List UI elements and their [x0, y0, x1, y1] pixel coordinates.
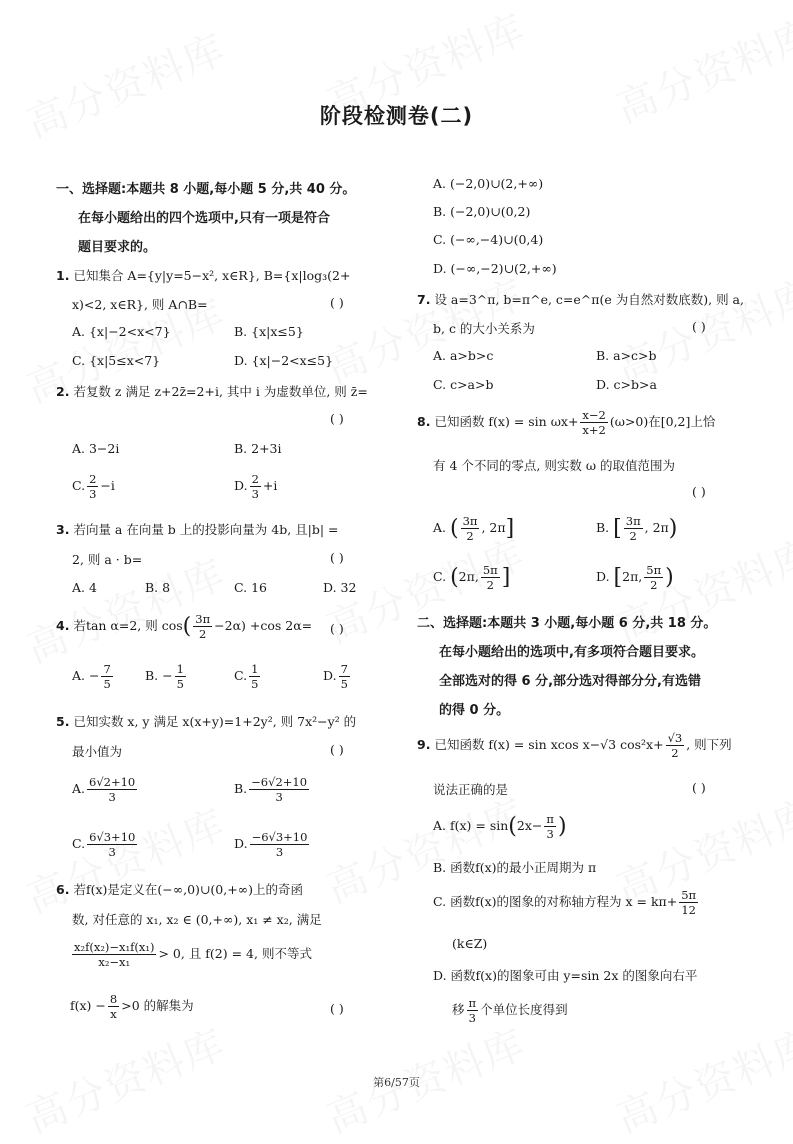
fraction: $\frac{5\pi}{12}$	[681, 888, 697, 917]
option-a: A. $\frac{6√2+10}{3}$	[72, 775, 136, 804]
answer-blank: ( )	[330, 621, 344, 636]
question-9: 9. 已知函数 f(x) = sin xcos x−√3 cos²x+ $\frac{√3}{2}$ , 则下列	[417, 731, 732, 760]
option-b: B. $\frac{-6√2+10}{3}$	[234, 775, 308, 804]
question-text: 有 4 个不同的零点, 则实数 ω 的取值范围为	[433, 458, 675, 473]
option-c: C. $\frac{2}{3}$ −i	[72, 472, 115, 501]
fraction: $\frac{3\pi}{2}$	[625, 514, 641, 543]
fraction: $\frac{6√2+10}{3}$	[89, 775, 136, 804]
option-b: B. a>c>b	[596, 348, 657, 363]
question-number: 3.	[56, 522, 70, 537]
question-text: 若f(x)是定义在(−∞,0)∪(0,+∞)上的奇函	[73, 882, 303, 897]
fraction: $\frac{x-2}{x+2}$	[582, 408, 606, 437]
option-c: C. (2π, $\frac{5\pi}{2}$ ]	[433, 563, 511, 592]
fraction: $\frac{2}{3}$	[89, 472, 97, 501]
fraction: $\frac{√3}{2}$	[667, 731, 683, 760]
fraction: $\frac{3\pi}{2}$	[195, 612, 211, 641]
option-d: D. $\frac{-6√3+10}{3}$	[234, 830, 308, 859]
question-text: 最小值为	[72, 744, 123, 759]
question-7	[417, 290, 744, 308]
question-6	[56, 880, 303, 898]
answer-blank: ( )	[330, 1001, 344, 1016]
option-b: B. {x|x≤5}	[234, 324, 304, 339]
option-c: C. {x|5≤x<7}	[72, 353, 161, 368]
section2-text: 在每小题给出的选项中,有多项符合题目要求。	[439, 645, 704, 660]
fraction: $\frac{-6√2+10}{3}$	[251, 775, 308, 804]
option-d: D. [2π, $\frac{5\pi}{2}$ )	[596, 563, 674, 592]
question-4: 4. 若tan α=2, 则 cos( $\frac{3\pi}{2}$ −2α) +cos 2α=	[56, 612, 313, 641]
question-text: 数, 对任意的 x₁, x₂ ∈ (0,+∞), x₁ ≠ x₂, 满足	[72, 912, 322, 927]
question-number: 4.	[56, 618, 70, 633]
answer-blank: ( )	[330, 295, 344, 310]
answer-blank: ( )	[692, 484, 706, 499]
section1-heading: 一、选择题:本题共 8 小题,每小题 5 分,共 40 分。	[56, 182, 356, 197]
fraction: $\frac{8}{x}$	[109, 992, 118, 1021]
option-c: C. 16	[234, 580, 267, 595]
question-text: x)<2, x∈R}, 则 A∩B=	[72, 297, 208, 312]
option-d-cont: 移 $\frac{\pi}{3}$ 个单位长度得到	[452, 996, 568, 1025]
question-text: 说法正确的是	[433, 782, 509, 797]
option-a: A. − $\frac{7}{5}$	[72, 662, 111, 691]
fraction: $\frac{\pi}{3}$	[468, 996, 477, 1025]
question-number: 5.	[56, 714, 70, 729]
question-5	[56, 712, 356, 730]
question-text: b, c 的大小关系为	[433, 321, 535, 336]
page-title: 阶段检测卷(二)	[319, 104, 474, 128]
fraction: $\frac{\text{x₂f(x₂)−x₁f(x₁)}}{\text{x₂−x₁}}$	[74, 940, 155, 969]
question-text: 已知实数 x, y 满足 x(x+y)=1+2y², 则 7x²−y² 的	[73, 714, 357, 729]
fraction: $\frac{-6√3+10}{3}$	[251, 830, 308, 859]
answer-blank: ( )	[330, 550, 344, 565]
option-a: A. 4	[72, 580, 97, 595]
option-b: B. − $\frac{1}{5}$	[145, 662, 184, 691]
option-a: A. a>b>c	[433, 348, 494, 363]
question-2	[56, 382, 368, 400]
question-text: f(x) − $\frac{8}{x}$ >0 的解集为	[70, 992, 194, 1021]
question-text: 若向量 a 在向量 b 上的投影向量为 4b, 且|b| =	[73, 522, 339, 537]
option-b: B. 函数f(x)的最小正周期为 π	[433, 860, 597, 875]
option-b: B. 8	[145, 580, 171, 595]
question-text: 已知集合 A={y|y=5−x², x∈R}, B={x|log₃(2+	[73, 268, 351, 283]
option-c: C. c>a>b	[433, 377, 494, 392]
option-c: C. 函数f(x)的图象的对称轴方程为 x = kπ+ $\frac{5\pi}{12}$	[433, 888, 697, 917]
question-1	[56, 266, 350, 284]
fraction: $\frac{2}{3}$	[251, 472, 259, 501]
option-c: C. $\frac{6√3+10}{3}$	[72, 830, 136, 859]
fraction: $\frac{1}{5}$	[251, 662, 259, 691]
option-d: D. {x|−2<x≤5}	[234, 353, 334, 368]
option-c: C. $\frac{1}{5}$	[234, 662, 259, 691]
question-number: 1.	[56, 268, 70, 283]
option-a: A. ( $\frac{3\pi}{2}$ , 2π]	[433, 514, 515, 543]
section2-text: 全部选对的得 6 分,部分选对得部分分,有选错	[439, 674, 701, 689]
option-a: A. f(x) = sin(2x− $\frac{\pi}{3}$ )	[433, 812, 567, 841]
answer-blank: ( )	[330, 742, 344, 757]
section2-text: 的得 0 分。	[439, 703, 510, 718]
option-b: B. (−2,0)∪(0,2)	[433, 204, 531, 219]
question-8: 8. 已知函数 f(x) = sin ωx+ $\frac{x-2}{x+2}$ (ω>0)在[0,2]上恰	[417, 408, 716, 437]
fraction: $\frac{3\pi}{2}$	[462, 514, 478, 543]
question-text: 若复数 z 满足 z+2z̄=2+i, 其中 i 为虚数单位, 则 z̄=	[73, 384, 368, 399]
question-text: 设 a=3^π, b=π^e, c=e^π(e 为自然对数底数), 则 a,	[434, 292, 744, 307]
fraction: $\frac{5\pi}{2}$	[482, 563, 498, 592]
fraction: $\frac{\pi}{3}$	[546, 812, 554, 841]
option-d: D. 32	[323, 580, 357, 595]
question-number: 9.	[417, 737, 431, 752]
fraction: $\frac{5\pi}{2}$	[646, 563, 662, 592]
option-d: D. (−∞,−2)∪(2,+∞)	[433, 261, 557, 276]
question-number: 2.	[56, 384, 70, 399]
question-3	[56, 520, 339, 538]
answer-blank: ( )	[692, 319, 706, 334]
option-a: A. 3−2i	[72, 441, 120, 456]
option-b: B. [ $\frac{3\pi}{2}$ , 2π)	[596, 514, 678, 543]
fraction: $\frac{7}{5}$	[340, 662, 348, 691]
option-c-cont: (k∈Z)	[452, 936, 488, 951]
fraction: $\frac{7}{5}$	[103, 662, 111, 691]
option-c: C. (−∞,−4)∪(0,4)	[433, 232, 544, 247]
option-d: D. 函数f(x)的图象可由 y=sin 2x 的图象向右平	[433, 968, 698, 983]
option-b: B. 2+3i	[234, 441, 282, 456]
section1-text: 在每小题给出的四个选项中,只有一项是符合	[78, 211, 330, 226]
fraction: $\frac{6√3+10}{3}$	[89, 830, 136, 859]
question-number: 8.	[417, 414, 431, 429]
question-number: 6.	[56, 882, 70, 897]
question-number: 7.	[417, 292, 431, 307]
option-d: D. $\frac{2}{3}$ +i	[234, 472, 278, 501]
fraction: $\frac{1}{5}$	[176, 662, 184, 691]
section1-text: 题目要求的。	[78, 240, 157, 255]
question-text: 2, 则 a · b=	[72, 552, 143, 567]
answer-blank: ( )	[692, 780, 706, 795]
option-a: A. {x|−2<x<7}	[72, 324, 171, 339]
option-d: D. c>b>a	[596, 377, 657, 392]
page-number: 第6/57页	[373, 1076, 420, 1089]
question-text: $\frac{\text{x₂f(x₂)−x₁f(x₁)}}{\text{x₂−x₁}}$ > 0, 且 f(2) = 4, 则不等式	[74, 940, 312, 969]
option-a: A. (−2,0)∪(2,+∞)	[433, 176, 544, 191]
answer-blank: ( )	[330, 411, 344, 426]
section2-heading: 二、选择题:本题共 3 小题,每小题 6 分,共 18 分。	[417, 616, 717, 631]
option-d: D. $\frac{7}{5}$	[323, 662, 348, 691]
